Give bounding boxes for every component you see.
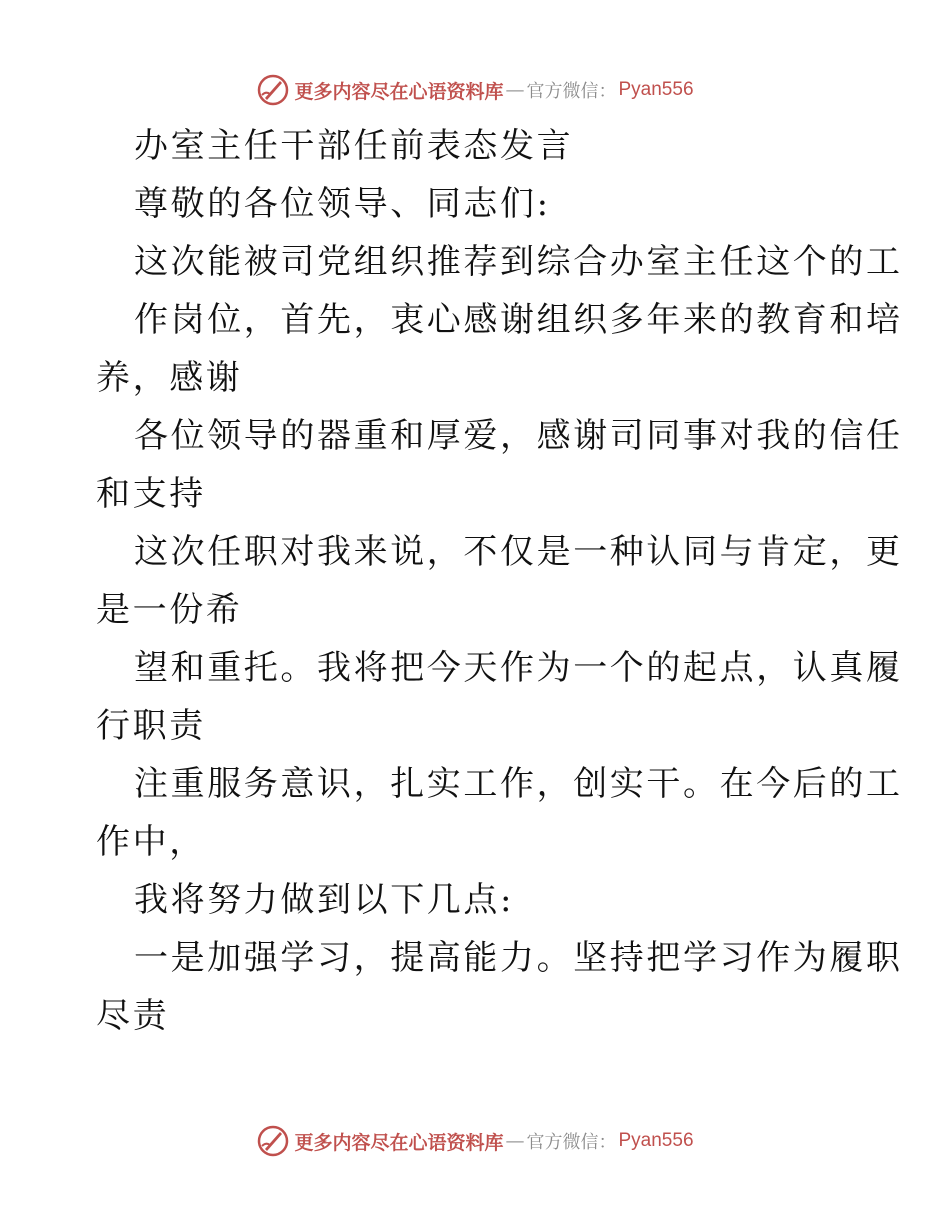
banner-wechat-label: 官方微信： (526, 1132, 617, 1153)
banner-dash: — (505, 1130, 525, 1152)
doc-line: 一是加强学习，提高能力。坚持把学习作为履职 (134, 938, 903, 978)
banner-text: 更多内容尽在心语资料库 (294, 1131, 504, 1154)
doc-line: 行职责 (96, 706, 206, 746)
doc-line: 注重服务意识，扎实工作，创实干。在今后的工 (134, 764, 903, 804)
quill-seal-icon (256, 1124, 290, 1158)
banner-dash: — (505, 79, 525, 101)
doc-line: 尽责 (96, 996, 170, 1036)
doc-line: 作中， (96, 822, 206, 862)
banner-text: 更多内容尽在心语资料库 (294, 80, 504, 103)
doc-line: 望和重托。我将把今天作为一个的起点，认真履 (134, 648, 903, 688)
doc-line: 养，感谢 (96, 358, 243, 398)
doc-line: 作岗位，首先，衷心感谢组织多年来的教育和培 (134, 300, 903, 340)
doc-line: 这次任职对我来说，不仅是一种认同与肯定，更 (134, 532, 903, 572)
footer-banner (0, 1121, 950, 1161)
header-banner (0, 70, 950, 110)
doc-title: 办室主任干部任前表态发言 (134, 126, 574, 166)
banner-wechat-id: Pyan556 (618, 79, 694, 100)
banner-wechat-id: Pyan556 (618, 1130, 694, 1151)
banner-wechat-label: 官方微信： (526, 81, 617, 102)
doc-line: 和支持 (96, 474, 206, 514)
document-body (96, 117, 903, 1045)
quill-seal-icon (256, 73, 290, 107)
doc-line: 各位领导的器重和厚爱，感谢司同事对我的信任 (134, 416, 903, 456)
doc-line: 这次能被司党组织推荐到综合办室主任这个的工 (134, 242, 903, 282)
doc-salutation: 尊敬的各位领导、同志们: (134, 184, 551, 224)
doc-line: 是一份希 (96, 590, 243, 630)
doc-line: 我将努力做到以下几点: (134, 880, 515, 920)
